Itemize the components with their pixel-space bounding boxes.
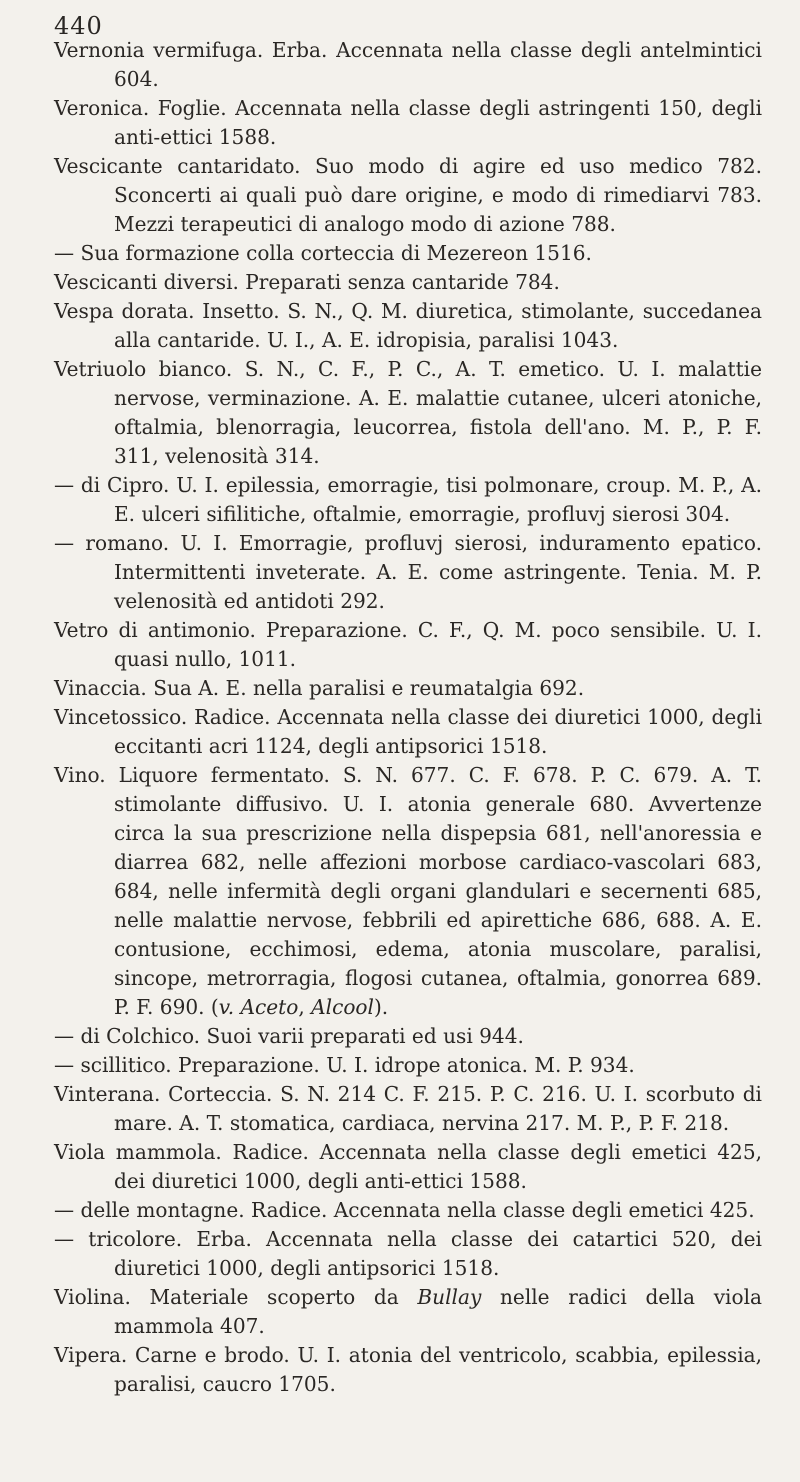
entry-text: diversi. Preparati senza cantaride 784. bbox=[157, 270, 560, 294]
entry-head: Vernonia bbox=[54, 38, 145, 62]
entry-text: dorata. Insetto. S. N., Q. M. diuretica, stimolante, succedanea alla cantaride. U. I., A. E. idropisia, paralisi 1043. bbox=[113, 299, 762, 352]
entry-text: U. I. Emorragie, profluvj sierosi, induramento epatico. Intermittenti inveterate. A. E. come astringente. Tenia. M. P. velenosità ed antidoti 292. bbox=[114, 531, 762, 613]
index-entry bbox=[52, 239, 762, 268]
index-entry bbox=[52, 529, 762, 616]
entry-text: bianco. S. N., C. F., P. C., A. T. emetico. U. I. malattie nervose, verminazione. A. E. malattie cutanee, ulceri atoniche, oftalmia, blenorragia, leucorrea, fistola dell'ano. M. P., P. F. 311, velenosità 314. bbox=[114, 357, 762, 468]
index-entry bbox=[52, 297, 762, 355]
entry-head: Vinaccia. bbox=[54, 676, 147, 700]
entry-text: Cipro. U. I. epilessia, emorragie, tisi polmonare, croup. M. P., A. E. ulceri sifilitiche, oftalmie, emorragie, profluvj sierosi 304. bbox=[100, 473, 762, 526]
entry-head: — romano. bbox=[54, 531, 170, 555]
index-entry bbox=[52, 1341, 762, 1399]
entry-tail: nelle radici della viola mammola 407. bbox=[114, 1285, 762, 1338]
entry-text: Liquore fermentato. S. N. 677. C. F. 678. P. C. 679. A. T. stimolante diffusivo. U. I. atonia generale 680. Avvertenze circa la sua prescrizione nella dispepsia 681, nell'anoressia e diarrea 682, nelle affezioni morbose cardiaco-vascolari 683, 684, nelle infermità degli organi glandulari e secernenti 685, nelle malattie nervose, febbrili ed apirettiche 686, 688. A. E. contusione, ecchimosi, edema, atonia muscolare, paralisi, sincope, metrorragia, flogosi cutanea, oftalmia, gonorrea 689. P. F. 690. ( bbox=[105, 763, 762, 1019]
entry-head: — Sua bbox=[54, 241, 120, 265]
entry-text: montagne. Radice. Accennata nella classe degli emetici 425. bbox=[129, 1198, 755, 1222]
entry-head: Vincetossico. bbox=[54, 705, 188, 729]
entry-tail: ). bbox=[373, 995, 389, 1019]
index-entry bbox=[52, 761, 762, 1022]
entry-text: Preparazione. U. I. idrope atonica. M. P. 934. bbox=[171, 1053, 635, 1077]
index-entry bbox=[52, 674, 762, 703]
index-entry bbox=[52, 1283, 762, 1341]
entry-head: Vespa bbox=[54, 299, 114, 323]
entry-head: Vipera. bbox=[54, 1343, 128, 1367]
entry-text: Materiale scoperto da bbox=[130, 1285, 418, 1309]
index-entry bbox=[52, 152, 762, 239]
entry-italic-ref: Bullay bbox=[417, 1285, 482, 1309]
index-entry bbox=[52, 94, 762, 152]
entry-head: Vetro bbox=[54, 618, 109, 642]
entry-head: Veronica. bbox=[54, 96, 150, 120]
entry-head: Vinterana. bbox=[54, 1082, 161, 1106]
entry-head: Vescicanti bbox=[54, 270, 158, 294]
index-entry bbox=[52, 1196, 762, 1225]
entry-italic-ref: Alcool bbox=[311, 995, 374, 1019]
index-entry bbox=[52, 355, 762, 471]
index-entry bbox=[52, 1051, 762, 1080]
entry-text: Colchico. Suoi varii preparati ed usi 944. bbox=[99, 1024, 524, 1048]
entry-text: formazione colla corteccia di Mezereon 1516. bbox=[119, 241, 592, 265]
entry-head: — tricolore. bbox=[54, 1227, 183, 1251]
entry-text: mammola. Radice. Accennata nella classe degli emetici 425, dei diuretici 1000, degli anti-ettici 1588. bbox=[105, 1140, 762, 1193]
entry-head: — di bbox=[54, 1024, 100, 1048]
entry-text: Radice. Accennata nella classe dei diuretici 1000, degli eccitanti acri 1124, degli antipsorici 1518. bbox=[114, 705, 762, 758]
entry-head: Violina. bbox=[54, 1285, 131, 1309]
entry-text: Corteccia. S. N. 214 C. F. 215. P. C. 216. U. I. scorbuto di mare. A. T. stomatica, cardiaca, nervina 217. M. P., P. F. 218. bbox=[114, 1082, 762, 1135]
index-entry bbox=[52, 1138, 762, 1196]
entry-head: Viola bbox=[54, 1140, 106, 1164]
entry-head: — di bbox=[54, 473, 101, 497]
index-entry bbox=[52, 471, 762, 529]
entry-text: di antimonio. Preparazione. C. F., Q. M. poco sensibile. U. I. quasi nullo, 1011. bbox=[108, 618, 762, 671]
index-entry bbox=[52, 1080, 762, 1138]
index-entry bbox=[52, 616, 762, 674]
index-entry bbox=[52, 1225, 762, 1283]
entry-head: Vetriuolo bbox=[54, 357, 147, 381]
entry-head: Vino. bbox=[54, 763, 106, 787]
page-number: 440 bbox=[54, 12, 103, 40]
entry-head: Vescicante bbox=[54, 154, 163, 178]
entry-head: — delle bbox=[54, 1198, 130, 1222]
entry-text: vermifuga. Erba. Accennata nella classe degli antelmintici 604. bbox=[114, 38, 762, 91]
entry-separator: , bbox=[298, 995, 312, 1019]
index-entry bbox=[52, 703, 762, 761]
entry-text: Sua A. E. nella paralisi e reumatalgia 692. bbox=[146, 676, 585, 700]
index-entry bbox=[52, 36, 762, 94]
entry-italic-ref: v. Aceto bbox=[218, 995, 299, 1019]
index-entry bbox=[52, 1022, 762, 1051]
index-entry bbox=[52, 268, 762, 297]
entry-text: Foglie. Accennata nella classe degli astringenti 150, degli anti-ettici 1588. bbox=[114, 96, 762, 149]
entry-text: Carne e brodo. U. I. atonia del ventricolo, scabbia, epilessia, paralisi, caucro 1705. bbox=[114, 1343, 762, 1396]
entry-text: cantaridato. Suo modo di agire ed uso medico 782. Sconcerti ai quali può dare origine, e modo di rimediarvi 783. Mezzi terapeutici di analogo modo di azione 788. bbox=[114, 154, 762, 236]
index-entries bbox=[52, 36, 762, 1399]
entry-text: Erba. Accennata nella classe dei catartici 520, dei diuretici 1000, degli antipsorici 1518. bbox=[114, 1227, 762, 1280]
entry-head: — scillitico. bbox=[54, 1053, 172, 1077]
